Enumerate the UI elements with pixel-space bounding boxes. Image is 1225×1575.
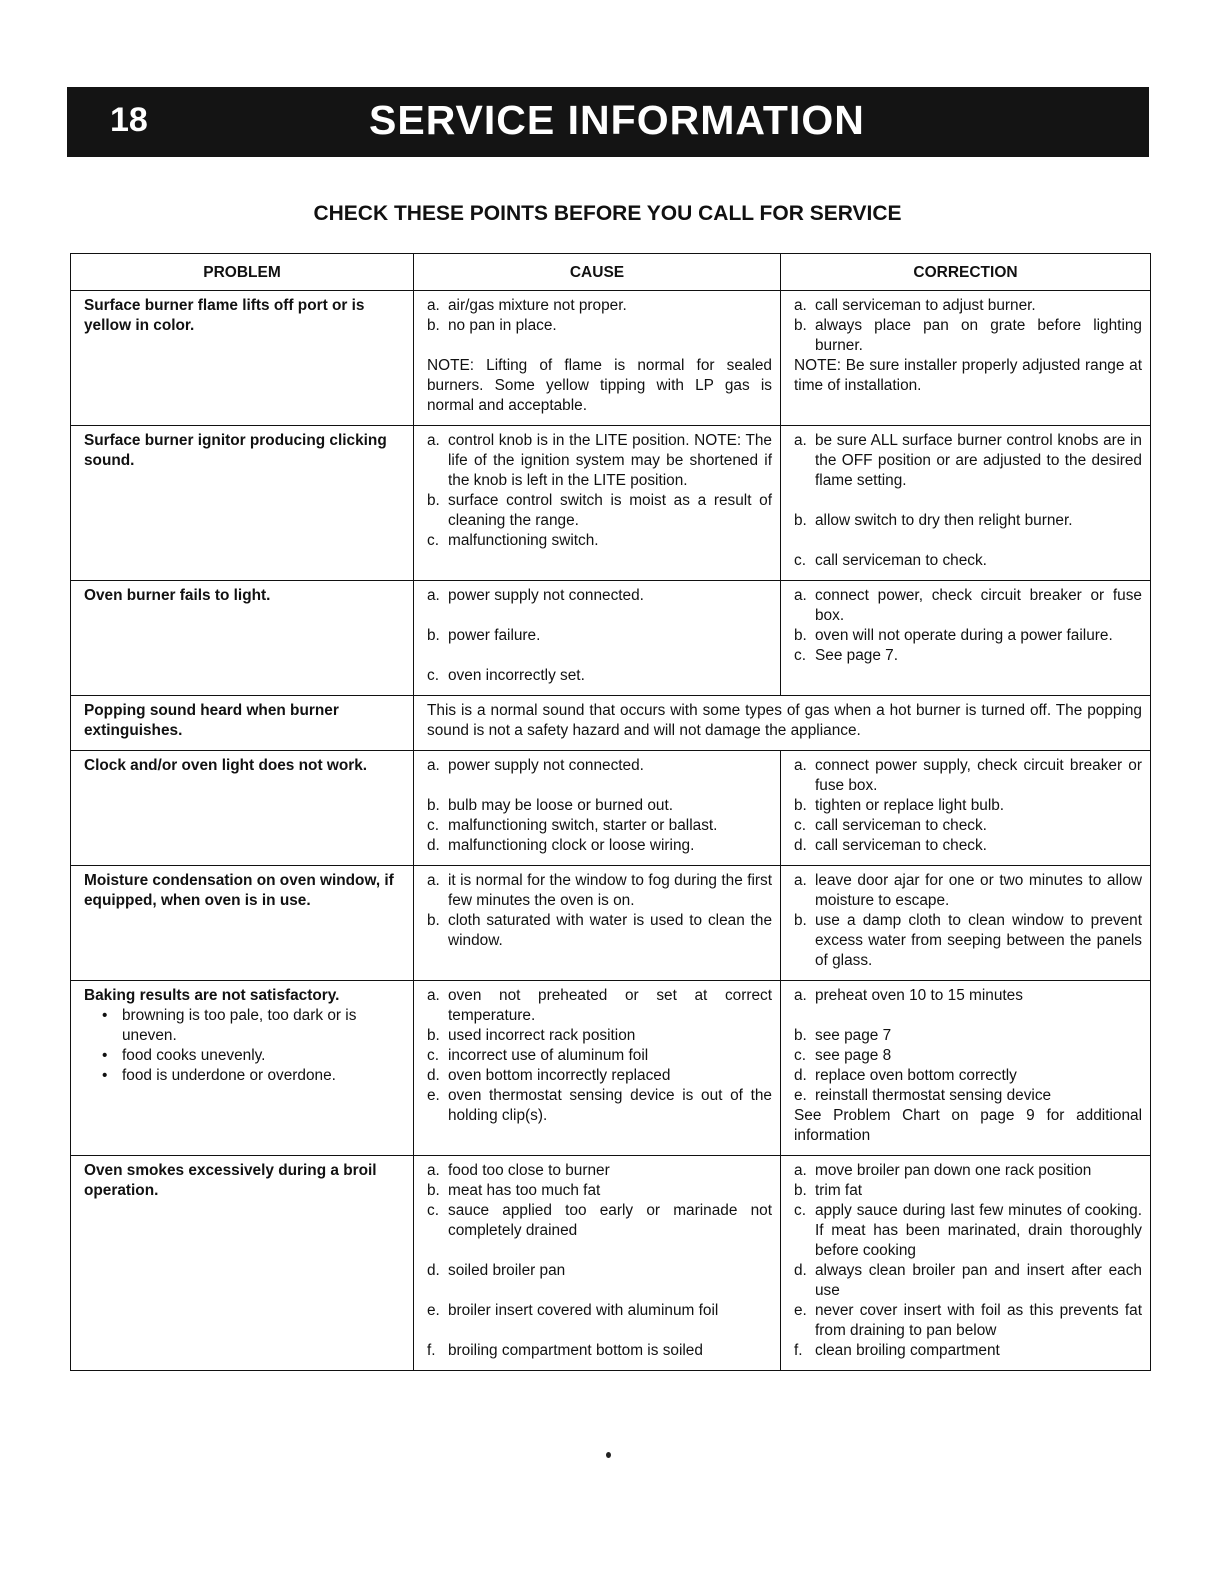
list-text: apply sauce during last few minutes of cooking. If meat has been marinated, drain thoroughly before cooking — [815, 1202, 1142, 1259]
list-item — [427, 1341, 772, 1361]
list-text: use a damp cloth to clean window to prevent excess water from seeping between the panels of glass. — [815, 912, 1142, 969]
list-letter: b. — [794, 317, 807, 334]
list-letter: c. — [427, 1202, 439, 1219]
list-letter: f. — [794, 1342, 803, 1359]
list-letter: c. — [427, 817, 439, 834]
list-item — [794, 431, 1142, 491]
list-item — [427, 296, 772, 316]
list-item — [794, 1201, 1142, 1261]
list-text: malfunctioning clock or loose wiring. — [448, 837, 695, 854]
header-banner — [67, 87, 1149, 157]
list-item — [427, 1046, 772, 1066]
list-letter: a. — [794, 872, 807, 889]
table-row — [71, 981, 1151, 1156]
bullet-text: browning is too pale, too dark or is uneven. — [122, 1007, 357, 1044]
correction-cell — [781, 426, 1151, 581]
cause-cell — [414, 696, 1151, 751]
list-text: bulb may be loose or burned out. — [448, 797, 674, 814]
list-letter: a. — [427, 432, 440, 449]
list-text: leave door ajar for one or two minutes to allow moisture to escape. — [815, 872, 1142, 909]
list-item — [794, 1181, 1142, 1201]
list-item — [794, 586, 1142, 626]
list-text: always clean broiler pan and insert after each use — [815, 1262, 1142, 1299]
correction-cell — [781, 866, 1151, 981]
list-letter: a. — [794, 587, 807, 604]
list-text: surface control switch is moist as a result of cleaning the range. — [448, 492, 772, 529]
problem-text: Baking results are not satisfactory. — [84, 987, 340, 1004]
list-item — [427, 1201, 772, 1241]
spacer — [427, 1321, 772, 1341]
troubleshooting-table — [70, 253, 1151, 1371]
list-item — [427, 796, 772, 816]
problem-text: Surface burner ignitor producing clicking sound. — [84, 432, 387, 469]
list-item — [427, 836, 772, 856]
problem-text: Moisture condensation on oven window, if equipped, when oven is in use. — [84, 872, 394, 909]
note-text: NOTE: Be sure installer properly adjusted range at time of installation. — [794, 357, 1142, 394]
list-text: see page 8 — [815, 1047, 892, 1064]
spacer — [794, 1006, 1142, 1026]
list-item — [427, 1161, 772, 1181]
list-text: power supply not connected. — [448, 757, 644, 774]
bullet-item — [84, 1006, 405, 1046]
list-item — [427, 1066, 772, 1086]
problem-cell — [71, 866, 414, 981]
bullet-icon: • — [102, 1047, 108, 1064]
note-text: NOTE: Lifting of flame is normal for sealed burners. Some yellow tipping with LP gas is normal and acceptable. — [427, 357, 772, 414]
list-item — [427, 1086, 772, 1126]
list-text: meat has too much fat — [448, 1182, 601, 1199]
list-text: never cover insert with foil as this prevents fat from draining to pan below — [815, 1302, 1142, 1339]
list-item — [427, 431, 772, 491]
list-item — [427, 1301, 772, 1321]
spacer — [427, 1241, 772, 1261]
list-item — [427, 986, 772, 1026]
list-item — [427, 756, 772, 776]
list-text: power failure. — [448, 627, 541, 644]
list-item — [427, 626, 772, 646]
table-row — [71, 1156, 1151, 1371]
note-text: See Problem Chart on page 9 for additional information — [794, 1107, 1142, 1144]
list-letter: c. — [427, 1047, 439, 1064]
table-row — [71, 581, 1151, 696]
list-item — [427, 316, 772, 336]
list-text: control knob is in the LITE position. NOTE: The life of the ignition system may be shortened if the knob is left in the LITE position. — [448, 432, 772, 489]
problem-cell — [71, 1156, 414, 1371]
list-item — [794, 871, 1142, 911]
problem-cell — [71, 751, 414, 866]
list-text: be sure ALL surface burner control knobs are in the OFF position or are adjusted to the desired flame setting. — [815, 432, 1142, 489]
bullet-text: food is underdone or overdone. — [122, 1067, 336, 1084]
list-letter: a. — [794, 987, 807, 1004]
list-text: oven thermostat sensing device is out of the holding clip(s). — [448, 1087, 772, 1124]
cause-cell — [414, 426, 781, 581]
list-text: oven will not operate during a power failure. — [815, 627, 1113, 644]
problem-cell — [71, 291, 414, 426]
list-item — [794, 296, 1142, 316]
list-letter: d. — [427, 837, 440, 854]
list-item — [794, 626, 1142, 646]
list-item — [427, 911, 772, 951]
problem-text: Surface burner flame lifts off port or is yellow in color. — [84, 297, 365, 334]
list-letter: f. — [427, 1342, 436, 1359]
list-letter: c. — [794, 552, 806, 569]
list-text: replace oven bottom correctly — [815, 1067, 1017, 1084]
list-letter: b. — [794, 627, 807, 644]
list-text: malfunctioning switch, starter or ballast. — [448, 817, 718, 834]
list-text: oven bottom incorrectly replaced — [448, 1067, 671, 1084]
list-item — [794, 986, 1142, 1006]
correction-cell — [781, 291, 1151, 426]
list-letter: b. — [794, 512, 807, 529]
problem-text: Oven smokes excessively during a broil operation. — [84, 1162, 377, 1199]
list-item — [427, 871, 772, 911]
list-text: clean broiling compartment — [815, 1342, 1000, 1359]
list-item — [427, 666, 772, 686]
table-row — [71, 696, 1151, 751]
list-text: power supply not connected. — [448, 587, 644, 604]
bullet-item — [84, 1066, 405, 1086]
list-text: connect power, check circuit breaker or fuse box. — [815, 587, 1142, 624]
list-letter: b. — [427, 317, 440, 334]
list-text: incorrect use of aluminum foil — [448, 1047, 649, 1064]
list-text: food too close to burner — [448, 1162, 610, 1179]
list-item — [794, 1261, 1142, 1301]
list-item — [427, 816, 772, 836]
list-item — [427, 531, 772, 551]
list-letter: d. — [794, 837, 807, 854]
list-text: call serviceman to check. — [815, 837, 987, 854]
cause-cell — [414, 981, 781, 1156]
correction-cell — [781, 751, 1151, 866]
list-text: air/gas mixture not proper. — [448, 297, 627, 314]
spacer — [427, 776, 772, 796]
page-dot — [606, 1452, 611, 1458]
list-text: see page 7 — [815, 1027, 892, 1044]
column-header-cause: CAUSE — [414, 254, 781, 291]
cause-cell — [414, 291, 781, 426]
spacer — [427, 1281, 772, 1301]
list-text: move broiler pan down one rack position — [815, 1162, 1092, 1179]
list-letter: b. — [794, 1182, 807, 1199]
list-item — [794, 911, 1142, 971]
list-text: call serviceman to check. — [815, 817, 987, 834]
problem-cell — [71, 696, 414, 751]
spacer — [427, 606, 772, 626]
list-text: tighten or replace light bulb. — [815, 797, 1005, 814]
list-letter: a. — [427, 297, 440, 314]
list-text: preheat oven 10 to 15 minutes — [815, 987, 1023, 1004]
table-row — [71, 291, 1151, 426]
cause-cell — [414, 866, 781, 981]
list-letter: d. — [794, 1067, 807, 1084]
note-text: This is a normal sound that occurs with some types of gas when a hot burner is turned off. The popping sound is not a safety hazard and will not damage the appliance. — [427, 702, 1142, 739]
list-text: oven not preheated or set at correct temperature. — [448, 987, 772, 1024]
problem-cell — [71, 426, 414, 581]
list-letter: b. — [427, 1182, 440, 1199]
correction-cell — [781, 1156, 1151, 1371]
problem-text: Clock and/or oven light does not work. — [84, 757, 368, 774]
list-letter: b. — [794, 912, 807, 929]
table-row — [71, 426, 1151, 581]
list-letter: c. — [427, 532, 439, 549]
list-letter: b. — [427, 627, 440, 644]
list-letter: c. — [794, 1202, 806, 1219]
list-text: no pan in place. — [448, 317, 557, 334]
list-letter: a. — [794, 1162, 807, 1179]
list-letter: a. — [794, 297, 807, 314]
list-text: broiler insert covered with aluminum foil — [448, 1302, 719, 1319]
list-item — [427, 491, 772, 531]
list-letter: b. — [794, 797, 807, 814]
list-text: call serviceman to adjust burner. — [815, 297, 1036, 314]
list-letter: d. — [427, 1262, 440, 1279]
list-text: soiled broiler pan — [448, 1262, 566, 1279]
spacer — [794, 491, 1142, 511]
spacer — [427, 646, 772, 666]
list-letter: c. — [794, 817, 806, 834]
cause-cell — [414, 1156, 781, 1371]
spacer — [794, 531, 1142, 551]
list-item — [794, 1341, 1142, 1361]
list-item — [794, 796, 1142, 816]
list-item — [794, 316, 1142, 356]
list-letter: b. — [427, 797, 440, 814]
bullet-icon: • — [102, 1067, 108, 1084]
list-letter: e. — [794, 1302, 807, 1319]
list-letter: a. — [427, 872, 440, 889]
page-number: 18 — [110, 101, 148, 139]
list-text: oven incorrectly set. — [448, 667, 585, 684]
list-item — [794, 1066, 1142, 1086]
list-letter: a. — [794, 432, 807, 449]
list-letter: b. — [427, 1027, 440, 1044]
list-text: always place pan on grate before lighting burner. — [815, 317, 1142, 354]
list-item — [427, 586, 772, 606]
table-row — [71, 751, 1151, 866]
problem-cell — [71, 581, 414, 696]
list-text: allow switch to dry then relight burner. — [815, 512, 1073, 529]
list-item — [794, 1161, 1142, 1181]
list-letter: b. — [427, 912, 440, 929]
list-letter: e. — [794, 1087, 807, 1104]
list-item — [794, 1026, 1142, 1046]
problem-text: Popping sound heard when burner extinguishes. — [84, 702, 339, 739]
list-letter: e. — [427, 1302, 440, 1319]
list-letter: d. — [794, 1262, 807, 1279]
list-letter: a. — [794, 757, 807, 774]
spacer — [427, 336, 772, 356]
column-header-problem: PROBLEM — [71, 254, 414, 291]
list-letter: c. — [794, 1047, 806, 1064]
bullet-icon: • — [102, 1007, 108, 1024]
list-item — [427, 1026, 772, 1046]
correction-cell — [781, 581, 1151, 696]
list-text: trim fat — [815, 1182, 863, 1199]
list-item — [794, 511, 1142, 531]
list-item — [794, 816, 1142, 836]
list-letter: d. — [427, 1067, 440, 1084]
list-text: connect power supply, check circuit breaker or fuse box. — [815, 757, 1142, 794]
column-header-correction: CORRECTION — [781, 254, 1151, 291]
list-letter: b. — [427, 492, 440, 509]
section-subtitle: CHECK THESE POINTS BEFORE YOU CALL FOR SERVICE — [313, 202, 902, 225]
list-text: cloth saturated with water is used to clean the window. — [448, 912, 772, 949]
table-header-row — [71, 254, 1151, 291]
list-text: call serviceman to check. — [815, 552, 987, 569]
list-text: sauce applied too early or marinade not completely drained — [448, 1202, 772, 1239]
problem-text: Oven burner fails to light. — [84, 587, 271, 604]
list-letter: c. — [427, 667, 439, 684]
list-item — [794, 551, 1142, 571]
cause-cell — [414, 751, 781, 866]
list-item — [794, 1086, 1142, 1106]
list-item — [794, 756, 1142, 796]
list-text: it is normal for the window to fog during the first few minutes the oven is on. — [448, 872, 772, 909]
list-letter: a. — [427, 987, 440, 1004]
list-item — [794, 1301, 1142, 1341]
list-text: used incorrect rack position — [448, 1027, 636, 1044]
list-item — [794, 836, 1142, 856]
list-letter: c. — [794, 647, 806, 664]
table-row — [71, 866, 1151, 981]
cause-cell — [414, 581, 781, 696]
list-item — [794, 1046, 1142, 1066]
problem-cell — [71, 981, 414, 1156]
list-letter: b. — [794, 1027, 807, 1044]
list-item — [427, 1261, 772, 1281]
correction-cell — [781, 981, 1151, 1156]
list-text: broiling compartment bottom is soiled — [448, 1342, 703, 1359]
page-title: SERVICE INFORMATION — [369, 97, 865, 143]
list-text: reinstall thermostat sensing device — [815, 1087, 1052, 1104]
bullet-item — [84, 1046, 405, 1066]
list-letter: a. — [427, 1162, 440, 1179]
list-text: See page 7. — [815, 647, 899, 664]
list-item — [427, 1181, 772, 1201]
list-text: malfunctioning switch. — [448, 532, 599, 549]
list-item — [794, 646, 1142, 666]
list-letter: a. — [427, 587, 440, 604]
list-letter: a. — [427, 757, 440, 774]
list-letter: e. — [427, 1087, 440, 1104]
bullet-text: food cooks unevenly. — [122, 1047, 266, 1064]
